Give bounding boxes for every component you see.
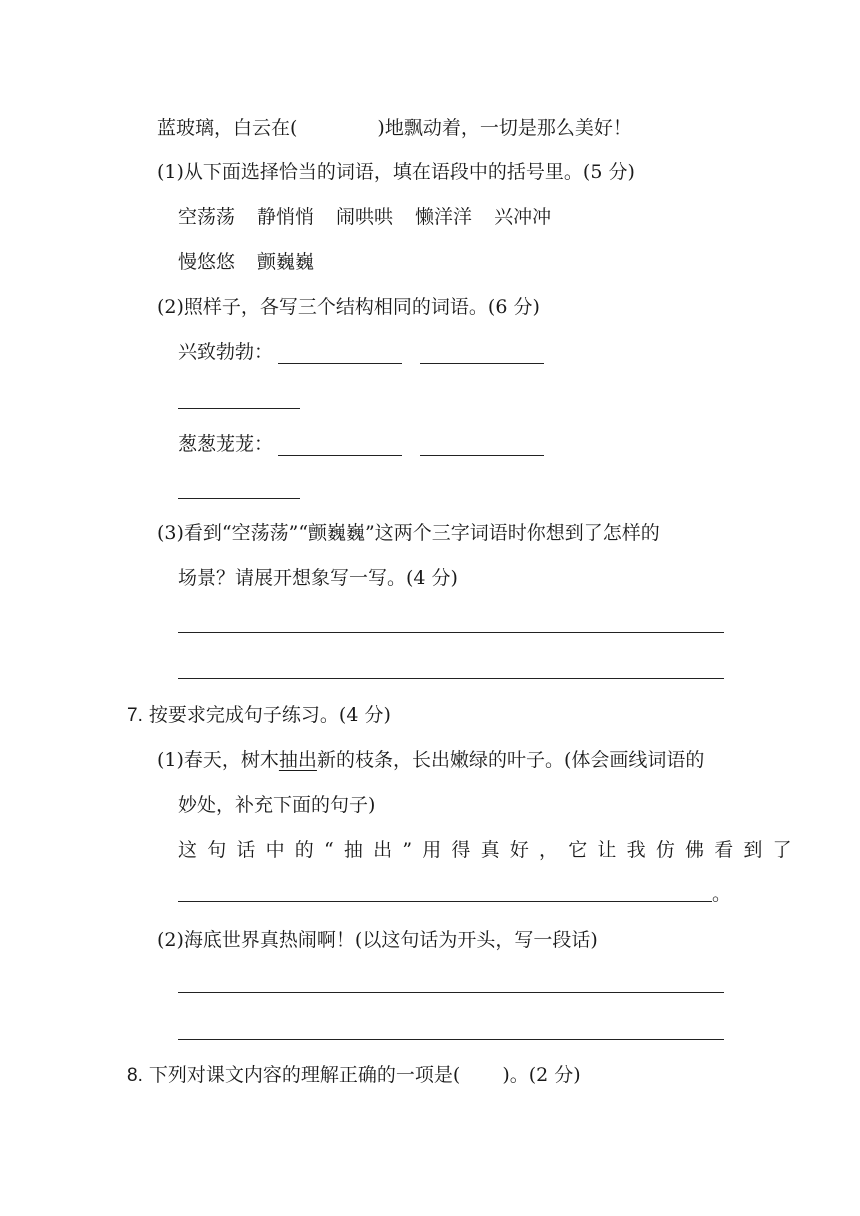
- example2-label: 葱葱茏茏：: [178, 433, 274, 455]
- word-bank-item: 慢悠悠: [178, 251, 236, 273]
- q8-text-before: 下列对课文内容的理解正确的一项是(: [148, 1064, 461, 1086]
- word-bank-item: 闹哄哄: [336, 206, 394, 228]
- passage-text-after: )地飘动着，一切是那么美好！: [377, 117, 632, 139]
- q7-part1-prefix: (1)春天，树木: [157, 749, 279, 771]
- answer-blank[interactable]: [278, 363, 402, 364]
- q7-heading: [127, 703, 391, 728]
- word-bank-item: 空荡荡: [178, 206, 236, 228]
- word-bank-row1: [178, 205, 551, 229]
- passage-tail-line: [157, 116, 632, 140]
- word-bank-item: 静悄悄: [257, 206, 315, 228]
- q6-part3-prompt-line1: (3)看到“空荡荡”“颤巍巍”这两个三字词语时你想到了怎样的: [157, 522, 660, 544]
- q7-part1-suffix: 新的枝条，长出嫩绿的叶子。(体会画线词语的: [316, 749, 705, 771]
- answer-blank[interactable]: [178, 498, 300, 499]
- answer-blank[interactable]: [420, 455, 544, 456]
- question-number: 7.: [127, 705, 143, 726]
- word-bank-item: 兴冲冲: [494, 206, 552, 228]
- q6-part3-prompt-line2: 场景？请展开想象写一写。(4 分): [178, 567, 458, 589]
- passage-text-before: 蓝玻璃，白云在(: [157, 117, 298, 139]
- answer-blank[interactable]: [178, 408, 300, 409]
- example1-label: 兴致勃勃：: [178, 341, 274, 363]
- word-bank-row2: [178, 250, 314, 274]
- answer-line[interactable]: [178, 992, 724, 993]
- q6-part2-prompt: (2)照样子，各写三个结构相同的词语。(6 分): [157, 296, 540, 318]
- word-bank-item: 懒洋洋: [415, 206, 473, 228]
- q7-part2-prompt: (2)海底世界真热闹啊！(以这句话为开头，写一段话): [157, 929, 598, 951]
- q8-text-after: )。(2 分): [502, 1064, 581, 1086]
- end-mark: 。: [712, 883, 732, 905]
- word-bank-item: 颤巍巍: [257, 251, 315, 273]
- q7-part1-sentence: 这句话中的“抽出”用得真好，它让我仿佛看到了: [178, 839, 802, 861]
- q8-heading: [127, 1063, 581, 1088]
- q7-part1-line1: [157, 748, 704, 772]
- underlined-word: 抽出: [278, 749, 317, 771]
- answer-line[interactable]: [178, 678, 724, 679]
- answer-line[interactable]: [178, 1039, 724, 1040]
- question-number: 8.: [127, 1065, 143, 1086]
- answer-blank[interactable]: [420, 363, 544, 364]
- q6-part1-prompt: (1)从下面选择恰当的词语，填在语段中的括号里。(5 分): [157, 161, 635, 183]
- q7-part1-line2: 妙处，补充下面的句子): [178, 794, 376, 816]
- question-title: 按要求完成句子练习。(4 分): [148, 704, 391, 726]
- answer-line[interactable]: [178, 632, 724, 633]
- answer-blank[interactable]: [278, 455, 402, 456]
- answer-line[interactable]: [178, 901, 712, 902]
